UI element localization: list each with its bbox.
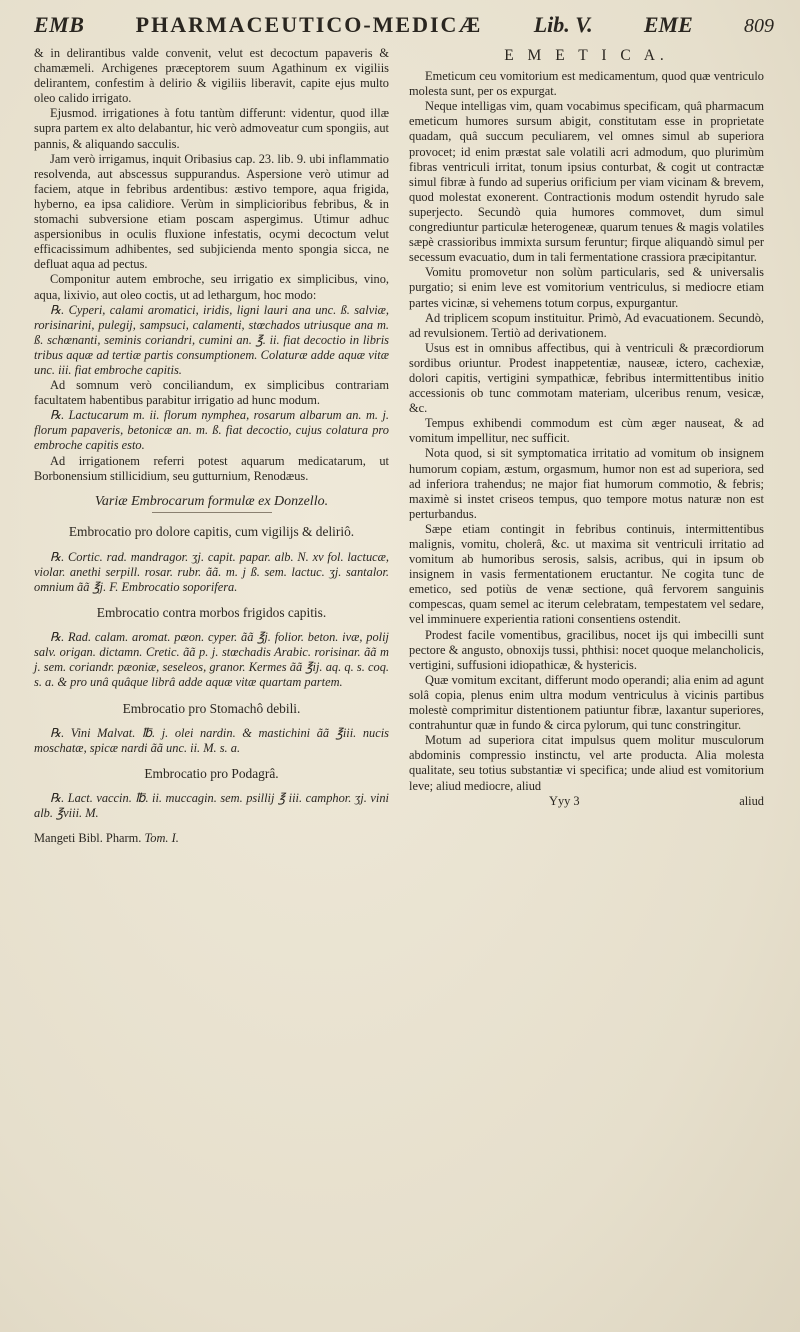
paragraph: Quæ vomitum excitant, differunt modo operandi; alia enim ad agunt solâ copia, plenus enim ultra modum ventriculus à vicinis partibus molestè comprimitur distentionem patiuntur fibræ, laxantur superiores, contrahuntur quæ in fundo & circa pylorum, qui tunc constringitur.	[409, 672, 764, 733]
paragraph: Vomitu promovetur non solùm particularis, sed & universalis purgatio; si enim leve est vomitorium ventriculus, si mediocre etiam partes vicinæ, si vehemens totum corpus, expurgantur.	[409, 265, 764, 310]
recipe: ℞. Cyperi, calami aromatici, iridis, ligni lauri ana unc. ß. salviæ, rorisinarini, pulegij, sampsuci, calamenti, stœchados utriusque ana m. ß. schœnanti, seminis coriandri, cumini an. ℥. ii. fiat decoctio in libris tribus aquæ ad tertiæ partis consumptionem. Colaturæ adde aquæ vitæ unc. iii. fiat embroche capitis.	[34, 302, 389, 377]
right-column	[409, 46, 764, 846]
paragraph: Nota quod, si sit symptomatica irritatio ad vomitum ob insignem humorum copiam, æstum, orgasmum, humor non est ad superiora, sed ad inferiora trahendus; ne major fiat humorum commotio, & febris; maximè si instet criseos tempus, quo tempore motus naturæ non est perturbandus.	[409, 446, 764, 521]
recipe-heading: Embrocatio contra morbos frigidos capitis.	[96, 605, 327, 621]
footer-volume: Tom. I.	[144, 831, 179, 846]
paragraph: Ad triplicem scopum instituitur. Primò, Ad evacuationem. Secundò, ad revulsionem. Tertiò ad derivationem.	[409, 310, 764, 340]
header-title: PHARMACEUTICO-MEDICÆ	[135, 12, 483, 37]
running-header	[34, 12, 774, 46]
paragraph: Ad irrigationem referri potest aquarum medicatarum, ut Borbonensium stillicidium, seu gutturnium, Renodæus.	[34, 453, 389, 483]
recipe: ℞. Vini Malvat. ℔. j. olei nardin. & mastichini ãã ℥iii. nucis moschatæ, spicæ nardi ãã unc. ii. M. s. a.	[34, 725, 389, 755]
paragraph: Neque intelligas vim, quam vocabimus specificam, quâ pharmacum emeticum humores sursum abigit, constitutam esse in proprietate quadam, quâ succum peculiarem, vel omnes simul ab superiora provocet; id enim præstat sale volatili acri admodum, quo plurimùm fibras ventriculi irritat, tonum ipsius conturbat, & cogit ut contractæ simul fibræ à fundo ad superius orificium per viam vicinam & brevem, quod molestat exonerent. Contractionis modum ostendit hyrudo sale superjecto. Secundò quia humores commovet, dum simul congrediuntur particulæ heterogeneæ, quarum tenues & magis volatiles sæpè crassioribus immixta sursum feruntur; firque aliquandò simul per secessum evacuatio, dum in tali fermentatione crassiora præcipitantur.	[409, 99, 764, 265]
signature-line	[409, 794, 764, 809]
paragraph: Tempus exhibendi commodum est cùm æger nauseat, & ad vomitum impellitur, nec sufficit.	[409, 416, 764, 446]
paragraph: Motum ad superiora citat impulsus quem molitur musculorum abdominis compressio instinctu, vel arte producta. Alia molesta qualitate, seu totius substantiæ vi specifica; unde aliud est vomitorium leve; aliud mediocre, aliud	[409, 733, 764, 793]
paragraph: Ejusmod. irrigationes à fotu tantùm differunt: videntur, quod illæ supra partem ex alto delabantur, hic verò admoveatur cum spongiis, aut pannis, & aliquando sacculis.	[34, 106, 389, 151]
paragraph: Usus est in omnibus affectibus, qui à ventriculi & præcordiorum sordibus oriuntur. Prodest inappetentiæ, nauseæ, ictero, cachexiæ, dolori capitis, vertigini sympathicæ, febribus intermittentibus initio accessionis ob tunc commotam materiam, ulceribus renum, vesicæ, &c.	[409, 340, 764, 416]
header-left-catchword: EMB	[34, 12, 85, 37]
paragraph: & in delirantibus valde convenit, velut est decoctum papaveris & chamæmeli. Archigenes præceptorem suum Agathinum ex vigiliis delirantem, confestim à delirio & vigiliis liberavit, capite ejus multo oleo calido irrigato.	[34, 46, 389, 106]
recipe: ℞. Lact. vaccin. ℔. ii. muccagin. sem. psillij ℥ iii. camphor. ʒj. vini alb. ℥viii. M.	[34, 790, 389, 821]
paragraph: Jam verò irrigamus, inquit Oribasius cap. 23. lib. 9. ubi inflammatio resolvenda, aut abscessus suppurandus. Aspersione verò utimur ad faciem, atque in febribus ardentibus: æstivo tempore, aqua frigida, hyberno, ea ipsa calidiore. Verùm in simplicioribus febribus, & in stomachi subversione etiam poscam aspergimus. Utimur adhuc aspersionibus in oculis fluxione infestatis, ocymi decoctum velut efficacissimum adhibentes, sed subjicienda mento spongia sicca, ne defluat aqua ad pectus.	[34, 151, 389, 272]
paragraph: Componitur autem embroche, seu irrigatio ex simplicibus, vino, aqua, lixivio, aut oleo coctis, ut ad lethargum, hoc modo:	[34, 272, 389, 302]
subsection-title: Variæ Embrocarum formulæ ex Donzello.	[34, 494, 389, 513]
catchword: aliud	[739, 793, 764, 808]
recipe: ℞. Cortic. rad. mandragor. ʒj. capit. papar. alb. N. xv fol. lactucæ, violar. anethi serpill. rosar. rubr. ãã. m. j ß. sem. lactuc. ʒj. santalor. omnium ãã ℥j. F. Embrocatio soporifera.	[34, 549, 389, 594]
left-column	[34, 46, 389, 846]
recipe-heading: Embrocatio pro Podagrâ.	[144, 765, 279, 781]
paragraph: Emeticum ceu vomitorium est medicamentum, quod quæ ventriculo molesta sunt, per os expurgat.	[409, 69, 764, 99]
recipe-heading: Embrocatio pro Stomachô debili.	[122, 700, 301, 716]
header-right-catchword: EME	[643, 12, 693, 37]
footer-note	[34, 831, 389, 846]
section-title: E M E T I C A.	[504, 47, 669, 64]
text-columns	[34, 46, 774, 846]
paragraph: Sæpe etiam contingit in febribus continuis, intermittentibus malignis, vomitu, cholerâ, &c. ut maxima sit ventriculi irritatio ad vomitum ab humoribus serosis, salsis, acribus, qui in ipsum ob insignem in vasis fermentationem eructantur. Ne cogita tunc de emetico, sed potiùs de venæ sectione, quâ fervorem sanguinis compescas, quam semel ac iterum celebratam, tempestatem vel sedare, vel imminuere experientia rationi consentiens ostendit.	[409, 521, 764, 627]
recipe: ℞. Rad. calam. aromat. pæon. cyper. ãã ℥j. folior. beton. ivæ, polij salv. origan. dictamn. Cretic. ãã p. j. stœchadis Arabic. rorisinar. ãã m j. sem. coriandr. pæoniæ, seseleos, granor. Kermes ãã ℥ij. aq. q. s. coq. s. a. & pro unâ quâque librâ adde aquæ vitæ quartam partem.	[34, 630, 389, 690]
footer-text: Mangeti Bibl. Pharm.	[34, 831, 142, 846]
paragraph: Ad somnum verò conciliandum, ex simplicibus contrariam facultatem habentibus parabitur irrigatio ad hunc modum.	[34, 378, 389, 408]
header-book-number: Lib. V.	[533, 12, 593, 37]
recipe-heading: Embrocatio pro dolore capitis, cum vigilijs & deliriô.	[68, 523, 355, 539]
signature-mark: Yyy 3	[549, 793, 580, 808]
recipe: ℞. Lactucarum m. ii. florum nymphea, rosarum albarum an. m. j. florum papaveris, betonicæ an. m. ß. fiat decoctio, cujus colatura pro embroche capitis esto.	[34, 408, 389, 453]
page-number: 809	[744, 15, 774, 37]
paragraph: Prodest facile vomentibus, gracilibus, nocet ijs qui imbecilli sunt pectore & angusto, obnoxijs tussi, phthisi: nocet quoque melancholicis, vertigini, suffusioni idiopathicæ, & hystericis.	[409, 627, 764, 672]
